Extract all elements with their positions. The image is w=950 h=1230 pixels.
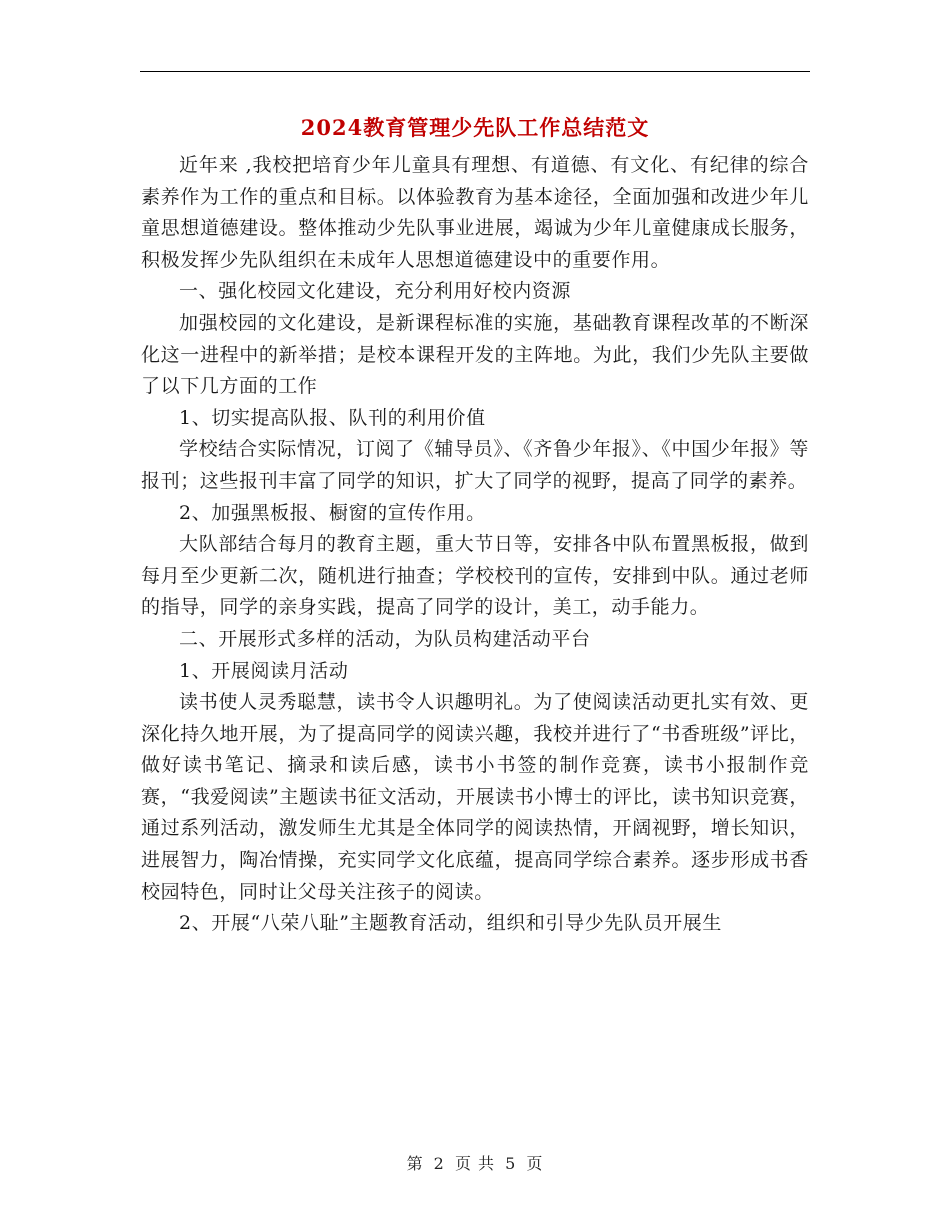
subheading: 1、开展阅读月活动 [179,659,349,682]
subheading: 2、开展“八荣八耻”主题教育活动，组织和引导少先队员开展生 [179,912,722,935]
heading-section-1: 一、强化校园文化建设，充分利用好校内资源 [179,280,572,303]
heading-section-2: 二、开展形式多样的活动，为队员构建活动平台 [179,627,591,650]
footer-middle: 页 共 [454,1154,496,1173]
page-footer [0,1152,950,1176]
paragraph-intro: 近年来 ,我校把培育少年儿童具有理想、有道德、有文化、有纪律的综合素养作为工作的重点和目标。以体验教育为基本途径，全面加强和改进少年儿童思想道德建设。整体推动少先队事业进展，竭诚为少年儿童健康成长服务，积极发挥少先队组织在未成年人思想道德建设中的重要作用。 [141,154,809,271]
paragraph: 加强校园的文化建设，是新课程标准的实施，基础教育课程改革的不断深化这一进程中的新举措；是校本课程开发的主阵地。为此，我们少先队主要做了以下几方面的工作 [141,311,809,398]
paragraph: 读书使人灵秀聪慧，读书令人识趣明礼。为了使阅读活动更扎实有效、更深化持久地开展，为了提高同学的阅读兴趣，我校并进行了“书香班级”评比，做好读书笔记、摘录和读后感，读书小书签的制作竞赛，读书小报制作竞赛，“我爱阅读”主题读书征文活动，开展读书小博士的评比，读书知识竞赛，通过系列活动，激发师生尤其是全体同学的阅读热情，开阔视野，增长知识，进展智力，陶冶情操，充实同学文化底蕴，提高同学综合素养。逐步形成书香校园特色，同时让父母关注孩子的阅读。 [141,691,809,903]
document-title: 2024教育管理少先队工作总结范文 [300,115,650,140]
footer-suffix: 页 [526,1154,544,1173]
paragraph: 大队部结合每月的教育主题，重大节日等，安排各中队布置黑板报，做到每月至少更新二次，随机进行抽查；学校校刊的宣传，安排到中队。通过老师的指导，同学的亲身实践，提高了同学的设计，美工，动手能力。 [141,533,809,619]
subheading: 1、切实提高队报、队刊的利用价值 [179,406,486,429]
header-rule [140,71,810,72]
document-body [141,150,809,940]
footer-total-pages: 5 [505,1154,517,1173]
footer-current-page: 2 [433,1154,445,1173]
paragraph: 学校结合实际情况，订阅了《辅导员》、《齐鲁少年报》、《中国少年报》等报刊；这些报刊丰富了同学的知识，扩大了同学的视野，提高了同学的素养。 [141,438,809,492]
subheading: 2、加强黑板报、橱窗的宣传作用。 [179,501,486,524]
footer-prefix: 第 [406,1154,424,1173]
